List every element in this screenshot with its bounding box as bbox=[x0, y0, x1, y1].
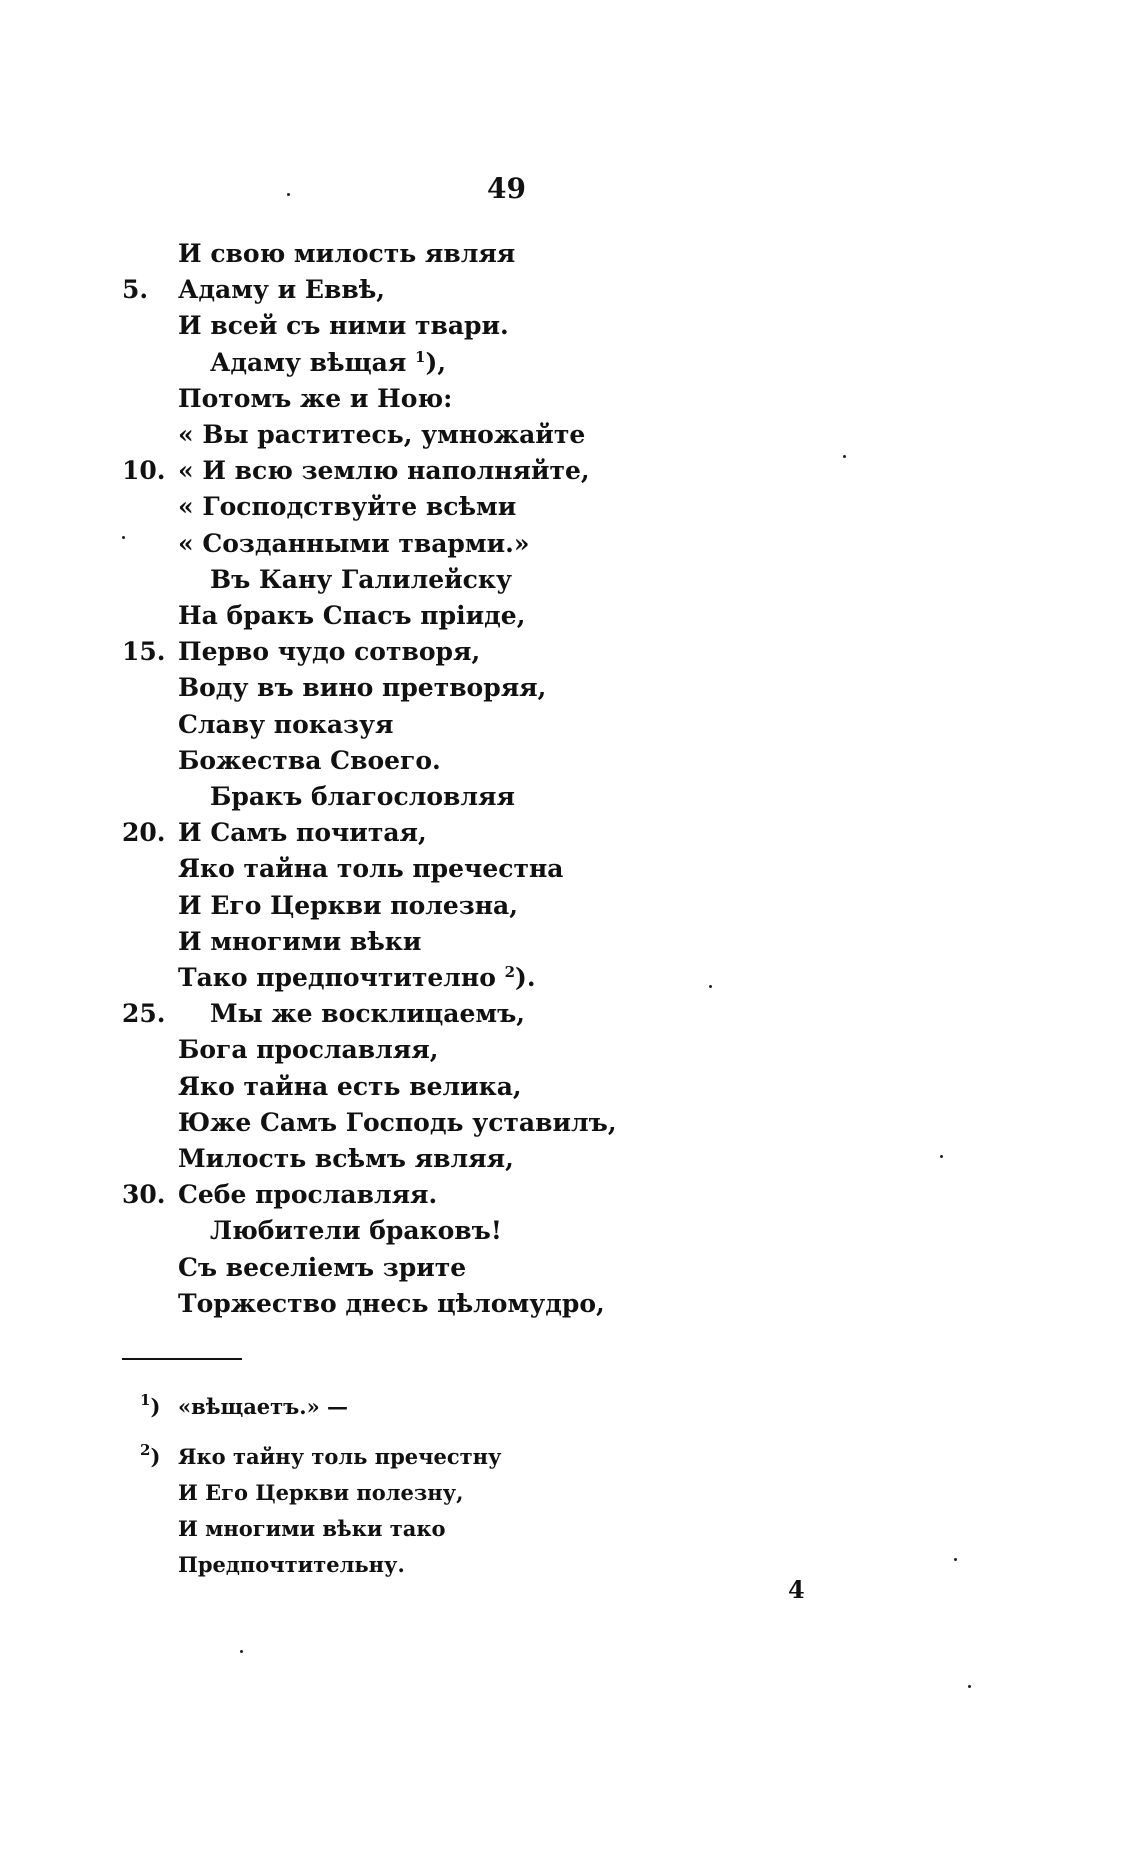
footnote-divider bbox=[122, 1358, 242, 1360]
line-text bbox=[178, 308, 509, 344]
poem-line bbox=[0, 743, 1140, 779]
line-text bbox=[178, 1141, 514, 1177]
line-text bbox=[178, 1286, 605, 1322]
line-number: 25. bbox=[122, 999, 166, 1028]
footnote-line bbox=[0, 1476, 1140, 1510]
poem-line bbox=[0, 634, 1140, 670]
line-main-text: Юже Самъ Господь уставилъ, bbox=[178, 1108, 617, 1137]
line-number: 15. bbox=[122, 637, 166, 666]
line-main-text: И всей съ ними твари. bbox=[178, 311, 509, 340]
poem-line bbox=[0, 1069, 1140, 1105]
footnote-reference: 1 bbox=[415, 348, 426, 366]
line-text bbox=[178, 707, 393, 743]
line-main-text: На бракъ Спасъ пріиде, bbox=[178, 601, 526, 630]
line-text bbox=[178, 489, 516, 525]
poem-line bbox=[0, 815, 1140, 851]
print-speck bbox=[122, 536, 125, 539]
line-text bbox=[178, 670, 546, 706]
line-text bbox=[178, 453, 590, 489]
line-text bbox=[210, 996, 525, 1032]
poem-line bbox=[0, 851, 1140, 887]
print-speck bbox=[287, 193, 290, 196]
footnote-line bbox=[0, 1390, 1140, 1424]
print-speck bbox=[240, 1650, 243, 1653]
line-text bbox=[178, 960, 536, 996]
line-main-text: « Вы раститесь, умножайте bbox=[178, 420, 586, 449]
line-main-text: Воду въ вино претворяя, bbox=[178, 673, 547, 702]
line-main-text: И многими вѣки bbox=[178, 927, 422, 956]
line-text bbox=[178, 272, 385, 308]
print-speck bbox=[954, 1558, 957, 1561]
print-speck bbox=[940, 1155, 943, 1158]
line-number: 20. bbox=[122, 818, 166, 847]
line-main-text: Божества Своего. bbox=[178, 746, 441, 775]
line-main-text: Себе прославляя. bbox=[178, 1180, 438, 1209]
line-text bbox=[210, 779, 515, 815]
line-main-text: Торжество днесь цѣломудро, bbox=[178, 1289, 605, 1318]
line-main-text: Адаму и Еввѣ, bbox=[178, 275, 385, 304]
line-text bbox=[178, 888, 518, 924]
poem-line bbox=[0, 272, 1140, 308]
poem-line bbox=[0, 1250, 1140, 1286]
poem-line bbox=[0, 996, 1140, 1032]
poem-line bbox=[0, 308, 1140, 344]
footnote-reference: 2 bbox=[504, 963, 516, 981]
print-speck bbox=[709, 985, 712, 988]
footnote-text: «вѣщаетъ.» — bbox=[178, 1394, 349, 1419]
line-main-text: Любители браковъ! bbox=[210, 1216, 502, 1245]
poem-line bbox=[0, 598, 1140, 634]
print-speck bbox=[968, 1685, 971, 1688]
line-main-text: « И всю землю наполняйте, bbox=[178, 456, 590, 485]
line-text bbox=[178, 1032, 438, 1068]
poem-line bbox=[0, 960, 1140, 996]
line-main-text: Милость всѣмъ являя, bbox=[178, 1144, 514, 1173]
footnote-marker: $^1$) bbox=[140, 1391, 161, 1419]
poem-line bbox=[0, 1105, 1140, 1141]
line-main-text: Яко тайна есть велика, bbox=[178, 1072, 522, 1101]
line-punctuation: ). bbox=[515, 963, 536, 992]
footnote-number: 2 bbox=[140, 1441, 151, 1459]
poem-line bbox=[0, 670, 1140, 706]
line-text bbox=[210, 345, 446, 381]
line-punctuation: ), bbox=[425, 348, 447, 377]
line-text bbox=[178, 417, 585, 453]
poem-line bbox=[0, 1177, 1140, 1213]
poem-line bbox=[0, 562, 1140, 598]
line-main-text: И свою милость являя bbox=[178, 239, 516, 268]
line-main-text: Въ Кану Галилейску bbox=[210, 565, 512, 594]
line-main-text: Бога прославляя, bbox=[178, 1035, 439, 1064]
poem-line bbox=[0, 888, 1140, 924]
line-text bbox=[178, 815, 427, 851]
line-main-text: Тако предпочтително bbox=[178, 963, 496, 992]
footnote-line bbox=[0, 1440, 1140, 1474]
footnote-line bbox=[0, 1548, 1140, 1582]
footnote-line bbox=[0, 1512, 1140, 1546]
poem-line bbox=[0, 1032, 1140, 1068]
footnote-text: Яко тайну толь пречестну bbox=[178, 1444, 502, 1469]
line-main-text: Съ веселіемъ зрите bbox=[178, 1253, 467, 1282]
line-main-text: « Созданными тварми.» bbox=[178, 529, 530, 558]
poem-line bbox=[0, 526, 1140, 562]
line-main-text: Мы же восклицаемъ, bbox=[210, 999, 525, 1028]
footnote-text: И многими вѣки тако bbox=[178, 1516, 446, 1541]
line-text bbox=[178, 1250, 466, 1286]
line-main-text: И Самъ почитая, bbox=[178, 818, 427, 847]
poem-line bbox=[0, 1213, 1140, 1249]
line-main-text: « Господствуйте всѣми bbox=[178, 492, 517, 521]
line-text bbox=[178, 526, 529, 562]
print-speck bbox=[843, 455, 846, 458]
poem-line bbox=[0, 489, 1140, 525]
footnote-marker: $^2$) bbox=[140, 1441, 161, 1469]
line-text bbox=[210, 562, 512, 598]
footnote-text: Предпочтительну. bbox=[178, 1552, 405, 1577]
poem-line bbox=[0, 381, 1140, 417]
poem-line bbox=[0, 779, 1140, 815]
line-main-text: Бракъ благословляя bbox=[210, 782, 515, 811]
line-main-text: Перво чудо сотворя, bbox=[178, 637, 481, 666]
line-text bbox=[178, 743, 441, 779]
line-main-text: Адаму вѣщая bbox=[210, 348, 407, 377]
poem-line bbox=[0, 1141, 1140, 1177]
poem-line bbox=[0, 345, 1140, 381]
poem-line bbox=[0, 924, 1140, 960]
line-text bbox=[178, 598, 525, 634]
line-text bbox=[178, 381, 452, 417]
poem-line bbox=[0, 453, 1140, 489]
line-number: 5. bbox=[122, 275, 149, 304]
poem-line bbox=[0, 707, 1140, 743]
line-text bbox=[178, 634, 480, 670]
line-number: 30. bbox=[122, 1180, 166, 1209]
line-text bbox=[178, 1105, 617, 1141]
line-text bbox=[178, 236, 515, 272]
line-main-text: Потомъ же и Ною: bbox=[178, 384, 453, 413]
line-main-text: И Его Церкви полезна, bbox=[178, 891, 518, 920]
footnote-number: 1 bbox=[140, 1391, 151, 1409]
line-text bbox=[178, 851, 563, 887]
line-text bbox=[210, 1213, 502, 1249]
signature-mark: 4 bbox=[788, 1575, 805, 1604]
poem-line bbox=[0, 236, 1140, 272]
footnote-text: И Его Церкви полезну, bbox=[178, 1480, 464, 1505]
line-main-text: Яко тайна толь пречестна bbox=[178, 854, 564, 883]
line-text bbox=[178, 924, 421, 960]
poem-line bbox=[0, 417, 1140, 453]
page-number: 49 bbox=[487, 172, 526, 205]
line-number: 10. bbox=[122, 456, 166, 485]
poem-line bbox=[0, 1286, 1140, 1322]
line-main-text: Славу показуя bbox=[178, 710, 394, 739]
line-text bbox=[178, 1069, 522, 1105]
line-text bbox=[178, 1177, 437, 1213]
